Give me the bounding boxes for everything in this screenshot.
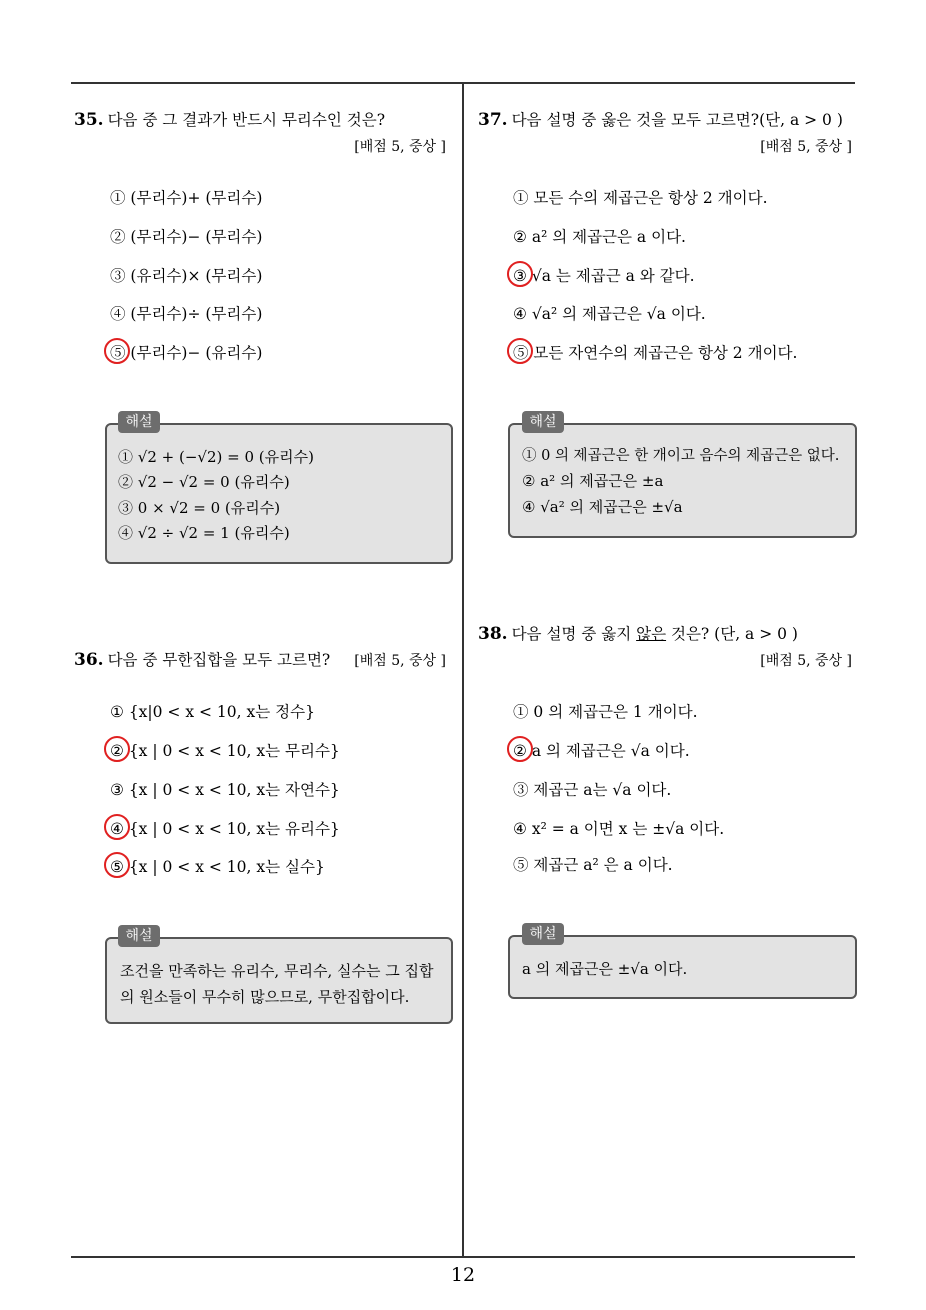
q38-option-2[interactable]: ② a 의 제곱근은 √a 이다. [513,742,690,760]
q37-option-5[interactable]: ⑤ 모든 자연수의 제곱근은 항상 2 개이다. [513,344,798,362]
q35-option-4[interactable]: ④ (무리수)÷ (무리수) [110,305,263,323]
q35-option-5[interactable]: ⑤ (무리수)− (유리수) [110,344,263,362]
q35-option-3[interactable]: ③ (유리수)× (무리수) [110,267,263,285]
question-35 [74,108,385,130]
q37-option-3[interactable]: ③ √a 는 제곱근 a 와 같다. [513,267,695,285]
page-number: 12 [450,1264,476,1286]
score-38: [배점 5, 중상 ] [760,653,852,669]
score-37: [배점 5, 중상 ] [760,139,852,155]
q36-solution-line-1: 조건을 만족하는 유리수, 무리수, 실수는 그 집합 [120,962,434,980]
question-text: 다음 중 무한집합을 모두 고르면? [107,651,331,669]
q38-option-1[interactable]: ① 0 의 제곱근은 1 개이다. [513,703,698,721]
q37-option-4[interactable]: ④ √a² 의 제곱근은 √a 이다. [513,305,706,323]
q36-option-4[interactable]: ④ {x | 0 < x < 10, x는 유리수} [110,820,340,838]
question-number: 36. [74,650,104,670]
q37-solution-line-2: ② a² 의 제곱근은 ±a [522,472,664,490]
q37-option-1[interactable]: ① 모든 수의 제곱근은 항상 2 개이다. [513,189,768,207]
question-text-pre: 다음 설명 중 옳지 [511,625,637,643]
q38-option-4[interactable]: ④ x² = a 이면 x 는 ±√a 이다. [513,820,725,838]
question-text: 다음 중 그 결과가 반드시 무리수인 것은? [107,111,386,129]
question-text: 다음 설명 중 옳은 것을 모두 고르면?(단, a > 0 ) [511,111,843,129]
column-divider [462,84,464,1258]
q37-option-2[interactable]: ② a² 의 제곱근은 a 이다. [513,228,686,246]
question-number: 38. [478,624,508,644]
q35-solution-line-2: ② √2 − √2 = 0 (유리수) [118,473,290,491]
answer-circle-mark [507,261,533,287]
q38-option-5[interactable]: ⑤ 제곱근 a² 은 a 이다. [513,856,673,874]
q38-solution-line-1: a 의 제곱근은 ±√a 이다. [522,960,688,978]
answer-circle-mark [104,814,130,840]
answer-circle-mark [104,852,130,878]
question-number: 37. [478,110,508,130]
question-37 [478,108,843,130]
q35-option-2[interactable]: ② (무리수)− (무리수) [110,228,263,246]
answer-circle-mark [507,338,533,364]
question-36 [74,648,330,670]
answer-circle-mark [507,736,533,762]
q37-solution-line-3: ④ √a² 의 제곱근은 ±√a [522,498,683,516]
q35-solution-line-4: ④ √2 ÷ √2 = 1 (유리수) [118,524,290,542]
score-35: [배점 5, 중상 ] [354,139,446,155]
q35-solution-line-3: ③ 0 × √2 = 0 (유리수) [118,499,281,517]
q36-solution-line-2: 의 원소들이 무수히 많으므로, 무한집합이다. [120,988,410,1006]
question-38 [478,622,798,644]
answer-circle-mark [104,736,130,762]
q36-option-1[interactable]: ① {x|0 < x < 10, x는 정수} [110,703,315,721]
q37-solution-tag: 해설 [522,411,564,433]
question-text-post: 것은? (단, a > 0 ) [666,625,798,643]
q36-option-3[interactable]: ③ {x | 0 < x < 10, x는 자연수} [110,781,340,799]
answer-circle-mark [104,338,130,364]
q35-solution-line-1: ① √2 + (−√2) = 0 (유리수) [118,448,314,466]
q35-solution-tag: 해설 [118,411,160,433]
question-number: 35. [74,110,104,130]
q36-option-5[interactable]: ⑤ {x | 0 < x < 10, x는 실수} [110,858,325,876]
q36-option-2[interactable]: ② {x | 0 < x < 10, x는 무리수} [110,742,340,760]
q35-option-1[interactable]: ① (무리수)+ (무리수) [110,189,263,207]
q38-solution-tag: 해설 [522,923,564,945]
score-36: [배점 5, 중상 ] [354,653,446,669]
q36-solution-tag: 해설 [118,925,160,947]
question-text-underlined: 않은 [636,625,667,643]
q37-solution-line-1: ① 0 의 제곱근은 한 개이고 음수의 제곱근은 없다. [522,448,840,464]
q38-option-3[interactable]: ③ 제곱근 a는 √a 이다. [513,781,672,799]
